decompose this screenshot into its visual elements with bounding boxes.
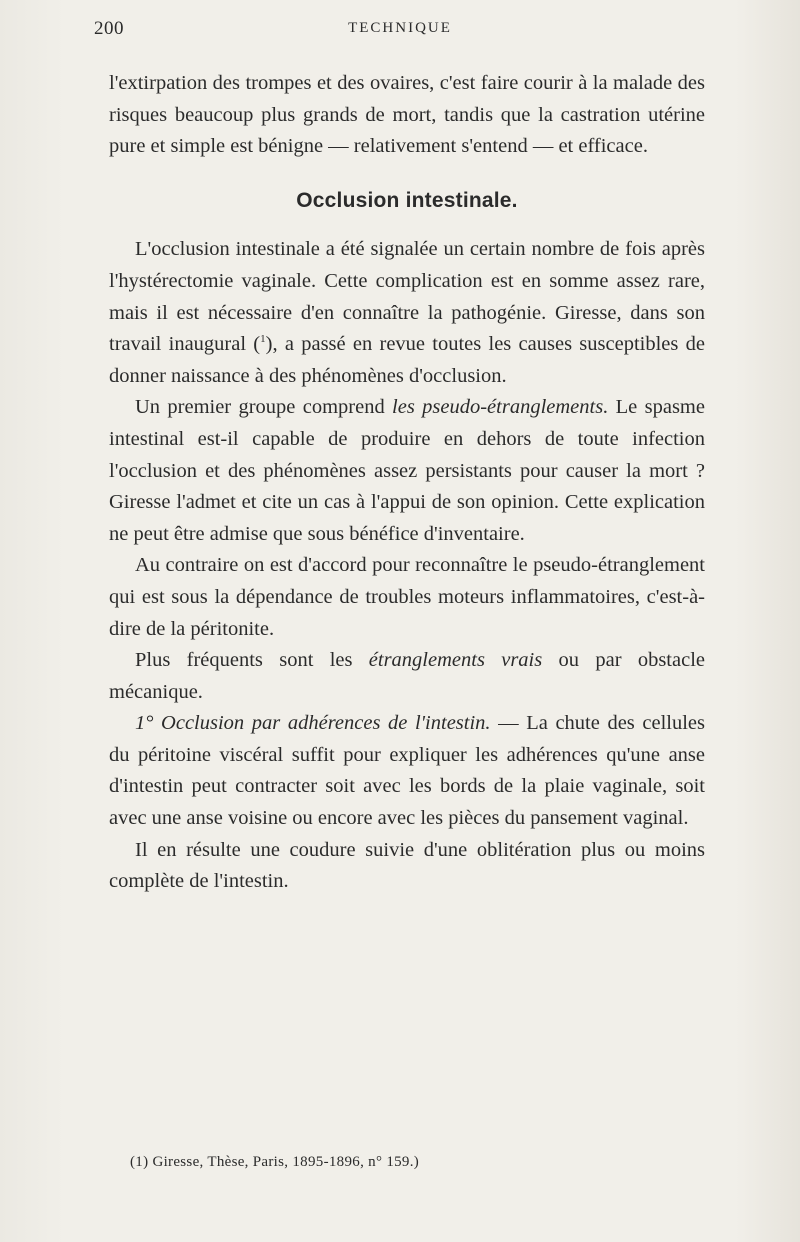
footnote-text: Giresse, Thèse, Paris, 1895-1896, n° 159.) bbox=[148, 1154, 420, 1170]
paragraph-pseudo-etranglements bbox=[109, 392, 705, 550]
page-body bbox=[109, 68, 705, 898]
paragraph-text: Plus fréquents sont les bbox=[135, 649, 369, 672]
page-number: 200 bbox=[94, 18, 124, 39]
paragraph-text: l'extirpation des trompes et des ovaires, c'est faire courir à la malade des risques beaucoup plus grands de mort, tandis que la castration utérine pure et simple est bénigne — relativement s'entend — et efficace. bbox=[109, 72, 705, 158]
paragraph-text: L'occlusion intestinale a été signalée un certain nombre de fois après l'hystérectomie vaginale. Cette complication est en somme assez rare, mais il est nécessaire d'en connaître la pathogénie. Giresse, dans son travail inaugural ( bbox=[109, 238, 705, 356]
paragraph-text: — La chute des cellules du péritoine viscéral suffit pour expliquer les adhérences qu'une anse d'intestin peut contracter soit avec les bords de la plaie vaginale, soit avec une anse voisine ou encore avec les pièces du pansement vaginal. bbox=[109, 712, 705, 830]
italic-term: les pseudo-étranglements. bbox=[392, 396, 609, 419]
footnote-reference[interactable]: 1 bbox=[260, 333, 266, 346]
footnote-mark: (1) bbox=[130, 1154, 149, 1170]
paragraph-occlusion-intro bbox=[109, 234, 705, 392]
paragraph-text: Un premier groupe comprend bbox=[135, 396, 393, 419]
paragraph-adherences bbox=[109, 708, 705, 834]
paragraph-text: Il en résulte une coudure suivie d'une oblitération plus ou moins complète de l'intestin. bbox=[109, 838, 705, 893]
running-head: TECHNIQUE bbox=[348, 20, 452, 36]
paragraph-coudure bbox=[109, 835, 705, 898]
section-title: Occlusion intestinale. bbox=[296, 188, 518, 212]
page-header bbox=[0, 18, 800, 42]
paragraph-text: Au contraire on est d'accord pour reconnaître le pseudo-étranglement qui est sous la dépendance de troubles moteurs inflammatoires, c'est-à-dire de la péritonite. bbox=[109, 554, 705, 640]
paragraph-text: ), a passé en revue toutes les causes susceptibles de donner naissance à des phénomènes d'occlusion. bbox=[109, 333, 705, 387]
italic-term: étranglements vrais bbox=[368, 649, 543, 672]
footnote bbox=[130, 1154, 419, 1171]
paragraph-etranglements-vrais bbox=[109, 645, 705, 708]
paragraph-peritonite bbox=[109, 550, 705, 645]
paragraph-continuation bbox=[109, 68, 705, 163]
paragraph-text: Le spasme intestinal est-il capable de produire en dehors de toute infection l'occlusion et des phénomènes assez persistants pour causer la mort ? Giresse l'admet et cite un cas à l'appui de son opinion. Cette explication ne peut être admise que sous bénéfice d'inventaire. bbox=[109, 396, 705, 545]
paragraph-text: ou par obstacle mécanique. bbox=[109, 649, 705, 703]
italic-subheading: 1° Occlusion par adhérences de l'intestin. bbox=[135, 712, 491, 735]
